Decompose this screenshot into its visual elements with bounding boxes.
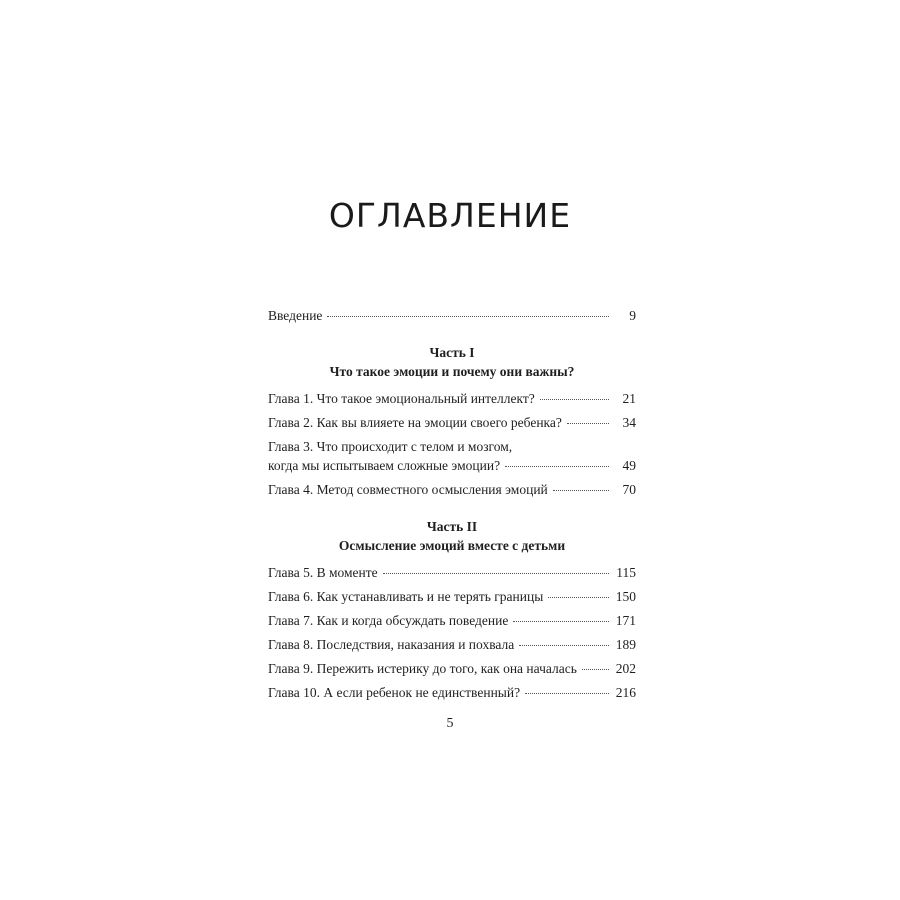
page-title: ОГЛАВЛЕНИЕ: [328, 196, 572, 235]
toc-entry-page: 202: [615, 661, 636, 676]
part-heading: Часть I: [429, 345, 475, 360]
dot-leader: [582, 669, 609, 670]
toc-entry-intro: [268, 306, 636, 325]
toc-entry-chapter-8: [268, 635, 636, 654]
toc-entry-page: 171: [615, 613, 636, 628]
toc-entry-page: 115: [616, 565, 636, 580]
toc-entry-page: 9: [629, 308, 636, 323]
toc-entry-page: 21: [622, 391, 636, 406]
toc-entry-chapter-9: [268, 659, 636, 678]
toc-entry-chapter-1: [268, 389, 636, 408]
toc-entry-label: Введение: [268, 308, 323, 323]
dot-leader: [505, 466, 609, 467]
part-heading: Часть II: [426, 519, 478, 534]
toc-entry-page: 150: [615, 589, 636, 604]
toc-entry-label: Глава 2. Как вы влияете на эмоции своего ребенка?: [268, 415, 562, 430]
toc-entry-label: Глава 8. Последствия, наказания и похвала: [268, 637, 515, 652]
dot-leader: [548, 597, 609, 598]
toc-entry-page: 49: [622, 458, 636, 473]
dot-leader: [327, 316, 609, 317]
dot-leader: [553, 490, 609, 491]
dot-leader: [513, 621, 609, 622]
toc-entry-label: Глава 5. В моменте: [268, 565, 378, 580]
toc-entry-page: 34: [622, 415, 636, 430]
toc-entry-page: 189: [615, 637, 636, 652]
part-1-header: [268, 343, 636, 381]
dot-leader: [525, 693, 609, 694]
part-subtitle: Что такое эмоции и почему они важны?: [329, 364, 575, 379]
toc-entry-label-line1: Глава 3. Что происходит с телом и мозгом,: [268, 439, 513, 454]
part-subtitle: Осмысление эмоций вместе с детьми: [338, 538, 566, 553]
dot-leader: [540, 399, 609, 400]
toc-entry-page: 70: [622, 482, 636, 497]
dot-leader: [383, 573, 609, 574]
toc-entry-chapter-7: [268, 611, 636, 630]
toc-entry-chapter-5: [268, 563, 636, 582]
toc-entry-chapter-10: [268, 683, 636, 702]
toc-entry-chapter-6: [268, 587, 636, 606]
toc-entry-label: Глава 1. Что такое эмоциональный интеллект?: [268, 391, 535, 406]
dot-leader: [519, 645, 609, 646]
toc-entry-page: 216: [615, 685, 636, 700]
toc-entry-label: Глава 6. Как устанавливать и не терять границы: [268, 589, 544, 604]
toc-entry-label: когда мы испытываем сложные эмоции?: [268, 458, 501, 473]
toc-entry-label: Глава 10. А если ребенок не единственный?: [268, 685, 521, 700]
toc-entry-chapter-2: [268, 413, 636, 432]
part-2-header: [268, 517, 636, 555]
toc-entry-chapter-3: [268, 437, 636, 475]
toc-entry-label: Глава 7. Как и когда обсуждать поведение: [268, 613, 509, 628]
toc-entry-chapter-4: [268, 480, 636, 499]
dot-leader: [567, 423, 609, 424]
toc-entry-label: Глава 4. Метод совместного осмысления эмоций: [268, 482, 548, 497]
table-of-contents: [268, 306, 636, 707]
toc-entry-label: Глава 9. Пережить истерику до того, как она началась: [268, 661, 577, 676]
page-number: 5: [446, 716, 454, 731]
